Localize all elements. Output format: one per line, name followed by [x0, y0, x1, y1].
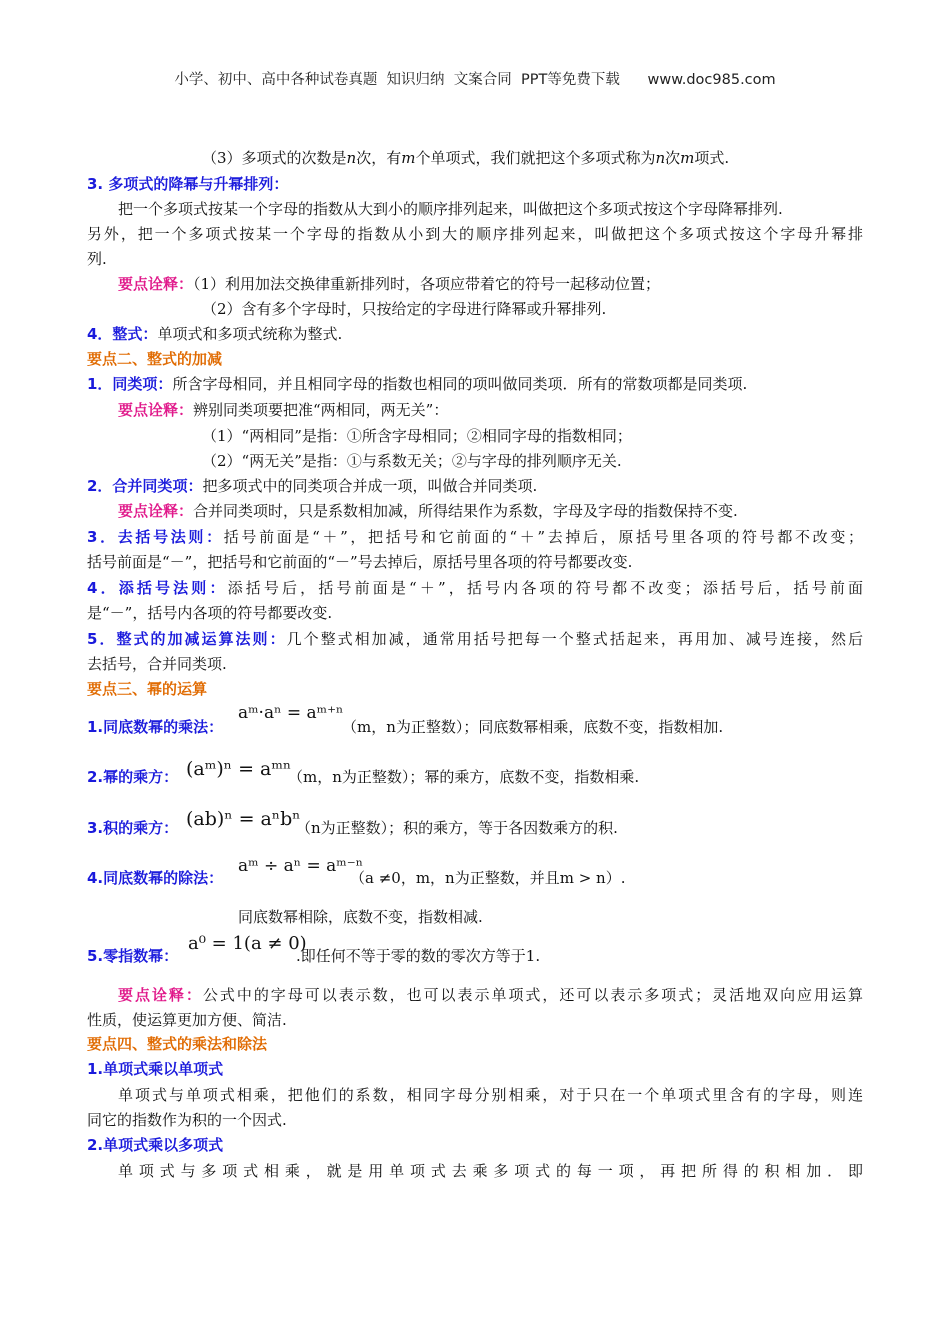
paragraph-line: 另外，把一个多项式按某一个字母的指数从小到大的顺序排列起来，叫做把这个多项式按这个字母升幂排	[87, 225, 863, 243]
item-title: 3．去括号法则：	[87, 528, 224, 546]
note-line	[118, 985, 863, 1005]
item-text: 所含字母相同，并且相同字母的指数也相同的项叫做同类项．所有的常数项都是同类项.	[172, 375, 748, 393]
definition-line	[87, 629, 863, 649]
var-n: n	[346, 149, 357, 167]
note-line	[118, 274, 660, 294]
paragraph-line: 单项式与单项式相乘，把他们的系数，相同字母分别相乘，对于只在一个单项式里含有的字母，则连	[118, 1086, 863, 1104]
item-title: 1．同类项：	[87, 375, 173, 393]
rule-title: 1.同底数幂的乘法：	[87, 718, 224, 736]
rule-title: 3.积的乘方：	[87, 819, 179, 837]
formula: a⁰ = 1(a ≠ 0)	[188, 933, 307, 954]
degree-line	[202, 148, 729, 168]
key-point-title: 要点二、整式的加减	[87, 350, 223, 368]
note-line	[118, 400, 448, 420]
item-title: 2．合并同类项：	[87, 477, 203, 495]
definition-line	[87, 578, 863, 598]
item-text: 几个整式相加减，通常用括号把每一个整式括起来，再用加、减号连接，然后	[286, 630, 863, 648]
note-label: 要点诠释：	[118, 502, 194, 520]
note-label: 要点诠释：	[118, 275, 194, 293]
paragraph-line: 把一个多项式按某一个字母的指数从大到小的顺序排列起来，叫做把这个多项式按这个字母降幂排列.	[118, 200, 783, 218]
rule-condition: （n为正整数）；积的乘方，等于各因数乘方的积.	[296, 819, 618, 837]
rule-line	[87, 946, 178, 966]
section-title: 3. 多项式的降幂与升幂排列：	[87, 175, 289, 193]
item-title: 4．添括号法则：	[87, 579, 228, 597]
definition-line	[87, 324, 342, 344]
paragraph-line: 列.	[87, 250, 107, 268]
section-title: 1.单项式乘以单项式	[87, 1060, 224, 1078]
rule-title: 5.零指数幂：	[87, 947, 179, 965]
text-segment: （3）多项式的次数是	[202, 149, 347, 167]
item-text: 把多项式中的同类项合并成一项，叫做合并同类项.	[202, 477, 538, 495]
rule-line	[87, 818, 178, 838]
section-title: 2.单项式乘以多项式	[87, 1136, 224, 1154]
definition-line	[87, 527, 863, 547]
formula: aᵐ·aⁿ = aᵐ⁺ⁿ	[238, 703, 344, 723]
item-title: 5．整式的加减运算法则：	[87, 630, 287, 648]
formula: (ab)ⁿ = aⁿbⁿ	[186, 808, 301, 830]
text-segment: 次，有	[356, 149, 402, 167]
note-line	[118, 501, 738, 521]
item-text: 添括号后，括号前面是“＋”，括号内各项的符号都不改变；添括号后，括号前面	[227, 579, 863, 597]
rule-title: 2.幂的乘方：	[87, 768, 179, 786]
text-segment: 项式.	[694, 149, 730, 167]
rule-title: 4.同底数幂的除法：	[87, 869, 224, 887]
note-label: 要点诠释：	[118, 401, 194, 419]
note-text: 辨别同类项要把准“两相同，两无关”：	[193, 401, 449, 419]
key-point-title: 要点三、幂的运算	[87, 680, 208, 698]
rule-condition: （a ≠0，m，n为正整数，并且m > n）.	[350, 869, 626, 887]
var-m: m	[680, 149, 695, 167]
note-line: （1）“两相同”是指：①所含字母相同；②相同字母的指数相同；	[202, 427, 632, 445]
rule-note: 同底数幂相除，底数不变，指数相减.	[238, 908, 483, 926]
note-text: （1）利用加法交换律重新排列时，各项应带着它的符号一起移动位置；	[193, 275, 661, 293]
note-line: （2）“两无关”是指：①与系数无关；②与字母的排列顺序无关.	[202, 452, 622, 470]
formula: aᵐ ÷ aⁿ = aᵐ⁻ⁿ	[238, 856, 364, 876]
paragraph-line: 单项式与多项式相乘，就是用单项式去乘多项式的每一项，再把所得的积相加．即	[118, 1162, 863, 1180]
note-line: （2）含有多个字母时，只按给定的字母进行降幂或升幂排列.	[202, 300, 607, 318]
note-label: 要点诠释：	[118, 986, 203, 1004]
formula: (aᵐ)ⁿ = aᵐⁿ	[186, 758, 292, 780]
paragraph-line: 同它的指数作为积的一个因式.	[87, 1111, 287, 1129]
note-text: 合并同类项时，只是系数相加减，所得结果作为系数，字母及字母的指数保持不变.	[193, 502, 738, 520]
rule-condition: （m，n为正整数）；同底数幂相乘，底数不变，指数相加.	[342, 718, 724, 736]
var-m: m	[401, 149, 416, 167]
paragraph-line: 去括号，合并同类项.	[87, 655, 227, 673]
page-header: 小学、初中、高中各种试卷真题 知识归纳 文案合同 PPT等免费下载 www.doc985.com	[174, 72, 776, 88]
item-text: 单项式和多项式统称为整式.	[157, 325, 343, 343]
var-n: n	[655, 149, 666, 167]
text-segment: 次	[665, 149, 681, 167]
rule-line	[87, 767, 178, 787]
definition-line	[87, 374, 747, 394]
text-segment: 个单项式，我们就把这个多项式称为	[415, 149, 656, 167]
rule-line	[87, 868, 223, 888]
key-point-title: 要点四、整式的乘法和除法	[87, 1035, 268, 1053]
item-title: 4．整式：	[87, 325, 158, 343]
rule-condition: .即任何不等于零的数的零次方等于1.	[296, 947, 541, 965]
paragraph-line: 是“－”，括号内各项的符号都要改变.	[87, 604, 333, 622]
rule-line	[87, 717, 223, 737]
paragraph-line: 括号前面是“－”，把括号和它前面的“－”号去掉后，原括号里各项的符号都要改变.	[87, 553, 633, 571]
item-text: 括号前面是“＋”，把括号和它前面的“＋”去掉后，原括号里各项的符号都不改变；	[223, 528, 863, 546]
note-text: 公式中的字母可以表示数，也可以表示单项式，还可以表示多项式；灵活地双向应用运算	[202, 986, 863, 1004]
rule-condition: （m，n为正整数）；幂的乘方，底数不变，指数相乘.	[288, 768, 640, 786]
paragraph-line: 性质，使运算更加方便、简洁.	[87, 1011, 287, 1029]
definition-line	[87, 476, 537, 496]
